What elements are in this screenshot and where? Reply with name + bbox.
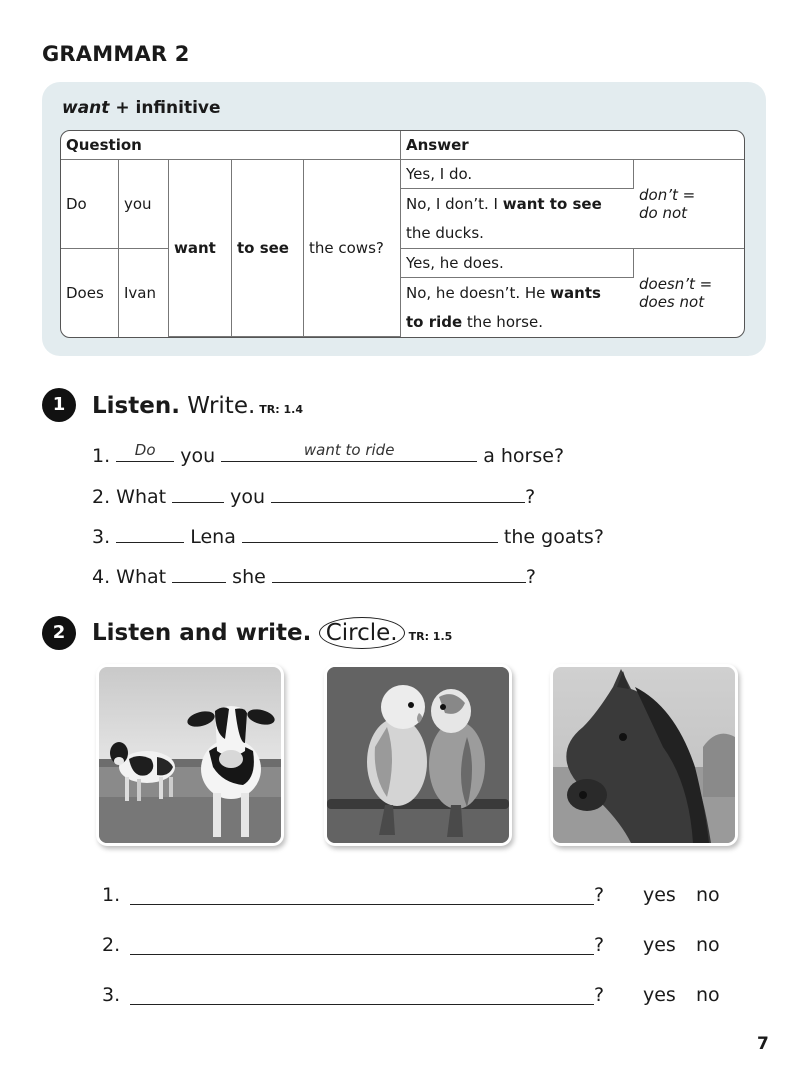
line3-mid: Lena bbox=[184, 526, 242, 548]
row2-num: 2. bbox=[102, 934, 121, 956]
exercise1-line1 bbox=[92, 441, 565, 467]
line2-blank1[interactable] bbox=[172, 486, 224, 503]
grammar-heading-rest: + infinitive bbox=[109, 98, 221, 118]
exercise1-line3 bbox=[92, 526, 604, 548]
line1-blank1[interactable] bbox=[116, 441, 174, 462]
exercise1-line4 bbox=[92, 566, 536, 588]
row2-qmark: ? bbox=[594, 934, 605, 956]
line4-pre: 4. What bbox=[92, 566, 173, 588]
line1-answer2: want to ride bbox=[303, 441, 395, 459]
line4-blank2[interactable] bbox=[272, 566, 526, 583]
answer2-yes: Yes, he does. bbox=[401, 249, 634, 278]
note-dont-l2: do not bbox=[639, 204, 688, 222]
parakeets-photo bbox=[327, 667, 509, 843]
q2-subject: Ivan bbox=[119, 249, 169, 337]
row2-yes[interactable]: yes bbox=[643, 934, 676, 956]
line2-post: ? bbox=[525, 486, 536, 508]
q1-aux: Do bbox=[61, 160, 119, 249]
activity1-track: TR: 1.4 bbox=[259, 403, 303, 416]
row1-yes[interactable]: yes bbox=[643, 884, 676, 906]
activity1-title-rest: Write. bbox=[179, 393, 256, 419]
line3-blank2[interactable] bbox=[242, 526, 498, 543]
row2-line[interactable] bbox=[130, 954, 594, 955]
line1-answer1: Do bbox=[134, 441, 156, 459]
note-dont-l1: don’t = bbox=[639, 186, 696, 204]
verb-infinitive: to see bbox=[232, 160, 304, 337]
answer2-no bbox=[401, 278, 634, 337]
line2-blank2[interactable] bbox=[271, 486, 525, 503]
activity1-number: 1 bbox=[42, 388, 76, 422]
answer1-yes: Yes, I do. bbox=[401, 160, 634, 189]
activity2-title-bold: Listen and write. bbox=[92, 620, 312, 646]
row3-yes[interactable]: yes bbox=[643, 984, 676, 1006]
line4-post: ? bbox=[525, 566, 536, 588]
page-number: 7 bbox=[757, 1034, 769, 1054]
row2-no[interactable]: no bbox=[696, 934, 720, 956]
activity2-title bbox=[92, 617, 452, 649]
row3-num: 3. bbox=[102, 984, 121, 1006]
verb-want: want bbox=[169, 160, 232, 337]
line3-blank1[interactable] bbox=[116, 526, 184, 543]
line1-post: a horse? bbox=[477, 445, 565, 467]
line4-mid: she bbox=[226, 566, 272, 588]
object-cell: the cows? bbox=[304, 160, 401, 337]
horse-photo bbox=[553, 667, 735, 843]
activity1-title bbox=[92, 393, 303, 419]
answer2-no-end: the horse. bbox=[462, 312, 543, 331]
line2-pre: 2. What bbox=[92, 486, 173, 508]
grammar-heading-italic: want bbox=[62, 98, 110, 118]
answer1-no-bold: want to see bbox=[502, 194, 602, 213]
row3-line[interactable] bbox=[130, 1004, 594, 1005]
activity1-title-bold: Listen. bbox=[92, 393, 180, 419]
answer2-no-bold2: to ride bbox=[406, 312, 463, 331]
answer2-no-bold1: wants bbox=[550, 283, 601, 302]
line1-mid: you bbox=[174, 445, 222, 467]
row1-qmark: ? bbox=[594, 884, 605, 906]
grammar-heading bbox=[62, 98, 221, 118]
note-doesnt-l2: does not bbox=[639, 293, 705, 311]
row1-no[interactable]: no bbox=[696, 884, 720, 906]
answer1-no-plain: No, I don’t. I bbox=[406, 194, 503, 213]
answer1-no bbox=[401, 189, 634, 249]
answer-row-1 bbox=[102, 884, 742, 906]
activity2-title-circled: Circle. bbox=[319, 617, 405, 649]
row3-no[interactable]: no bbox=[696, 984, 720, 1006]
note-dont bbox=[634, 160, 744, 249]
exercise1-line2 bbox=[92, 486, 535, 508]
grammar-table bbox=[60, 130, 745, 338]
line4-blank1[interactable] bbox=[172, 566, 226, 583]
activity2-number: 2 bbox=[42, 616, 76, 650]
header-answer: Answer bbox=[401, 131, 744, 160]
activity2-track: TR: 1.5 bbox=[408, 630, 453, 643]
row1-line[interactable] bbox=[130, 904, 594, 905]
answer1-no-end: the ducks. bbox=[406, 223, 484, 242]
row1-num: 1. bbox=[102, 884, 121, 906]
note-doesnt bbox=[634, 249, 744, 337]
note-doesnt-l1: doesn’t = bbox=[639, 275, 713, 293]
header-question: Question bbox=[61, 131, 401, 160]
answer-row-2 bbox=[102, 934, 742, 956]
line1-pre: 1. bbox=[92, 445, 117, 467]
line3-post: the goats? bbox=[497, 526, 604, 548]
answer-row-3 bbox=[102, 984, 742, 1006]
section-title: GRAMMAR 2 bbox=[42, 42, 190, 66]
q1-subject: you bbox=[119, 160, 169, 249]
line3-pre: 3. bbox=[92, 526, 117, 548]
q2-aux: Does bbox=[61, 249, 119, 337]
row3-qmark: ? bbox=[594, 984, 605, 1006]
cows-photo bbox=[99, 667, 281, 843]
line1-blank2[interactable] bbox=[221, 441, 477, 462]
answer2-no-plain: No, he doesn’t. He bbox=[406, 283, 551, 302]
line2-mid: you bbox=[224, 486, 272, 508]
